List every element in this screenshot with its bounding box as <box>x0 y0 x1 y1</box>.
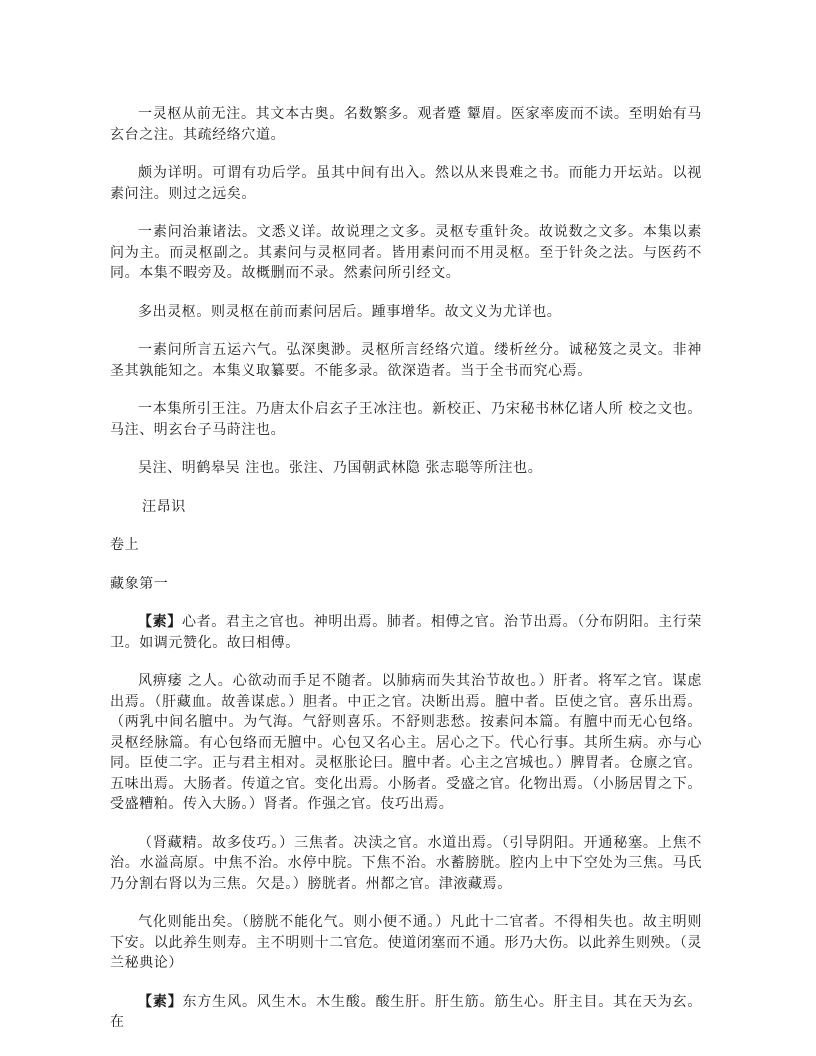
document-page <box>110 104 702 1051</box>
body-paragraph-text: 风痹痿 之人。心欲动而手足不随者。以肺病而失其治节故也。）肝者。将军之官。谋虑出焉。（肝藏血。故善谋虑。）胆者。中正之官。决断出焉。膻中者。臣使之官。喜乐出焉。（两乳中间名膻中。为气海。气舒则喜乐。不舒则悲愁。按素问本篇。有膻中而无心包络。灵枢经脉篇。有心包络而无膻中。心包又名心主。居心之下。代心行事。其所生病。亦与心同。臣使二字。正与君主相对。灵枢胀论曰。膻中者。心主之宫城也。）脾胃者。仓廪之官。五味出焉。大肠者。传道之官。变化出焉。小肠者。受盛之官。化物出焉。（小肠居胃之下。受盛糟粕。传入大肠。）肾者。作强之官。伎巧出焉。 <box>110 673 702 812</box>
body-paragraph-2 <box>110 671 702 815</box>
body-paragraph-text: 东方生风。风生木。木生酸。酸生肝。肝生筋。筋生心。肝主目。其在天为玄。在 <box>110 993 702 1030</box>
body-paragraph-5 <box>110 992 702 1033</box>
source-marker: 【素】 <box>138 993 183 1010</box>
author-signature: 汪昂识 <box>142 498 186 515</box>
source-marker: 【素】 <box>138 614 182 630</box>
preface-paragraph-6: 一本集所引王注。乃唐太仆启玄子王冰注也。新校正、乃宋秘书林亿诸人所 校之文也。马注、明玄台子马莳注也。 <box>110 401 702 438</box>
preface-paragraph-2: 颇为详明。可谓有功后学。虽其中间有出入。然以从来畏难之书。而能力开坛站。以视素问注。则过之远矣。 <box>110 165 702 202</box>
volume-title: 卷上 <box>110 537 140 553</box>
preface-paragraph-5: 一素问所言五运六气。弘深奥渺。灵枢所言经络穴道。缕析丝分。诚秘笈之灵文。非神圣其孰能知之。本集义取纂要。不能多录。欲深造者。当于全书而究心焉。 <box>110 342 702 379</box>
preface-paragraph-4: 多出灵枢。则灵枢在前而素问居后。踵事增华。故文义为尤详也。 <box>138 303 562 320</box>
preface-paragraph-3: 一素问治兼诸法。文悉义详。故说理之文多。灵枢专重针灸。故说数之文多。本集以素问为主。而灵枢副之。其素问与灵枢同者。皆用素问而不用灵枢。至于针灸之法。与医药不同。本集不暇旁及。故概删而不录。然素问所引经文。 <box>110 224 702 281</box>
body-paragraph-3 <box>110 833 702 895</box>
chapter-title: 藏象第一 <box>110 575 169 592</box>
body-paragraph-text: （肾藏精。故多伎巧。）三焦者。决渎之官。水道出焉。（引导阴阳。开通秘塞。上焦不治。水溢高原。中焦不治。水停中脘。下焦不治。水蓄膀胱。腔内上中下空处为三焦。马氏乃分割右肾以为三焦。欠是。）膀胱者。州都之官。津液藏焉。 <box>110 834 702 892</box>
body-paragraph-1 <box>110 612 702 653</box>
preface-paragraph-7: 吴注、明鹤皋吴 注也。张注、乃国朝武林隐 张志聪等所注也。 <box>138 460 543 476</box>
body-paragraph-4 <box>110 912 702 974</box>
preface-paragraph-1: 一灵枢从前无注。其文本古奥。名数繁多。观者蹙 颦眉。医家率废而不读。至明始有马玄台之注。其疏经络穴道。 <box>110 106 702 143</box>
body-paragraph-text: 气化则能出矣。（膀胱不能化气。则小便不通。）凡此十二官者。不得相失也。故主明则下安。以此养生则寿。主不明则十二官危。使道闭塞而不通。形乃大伤。以此养生则殃。（灵兰秘典论） <box>110 914 702 971</box>
body-paragraph-text: 心者。君主之官也。神明出焉。肺者。相傅之官。治节出焉。（分布阴阳。主行荣卫。如调元赞化。故曰相傅。 <box>110 614 702 651</box>
